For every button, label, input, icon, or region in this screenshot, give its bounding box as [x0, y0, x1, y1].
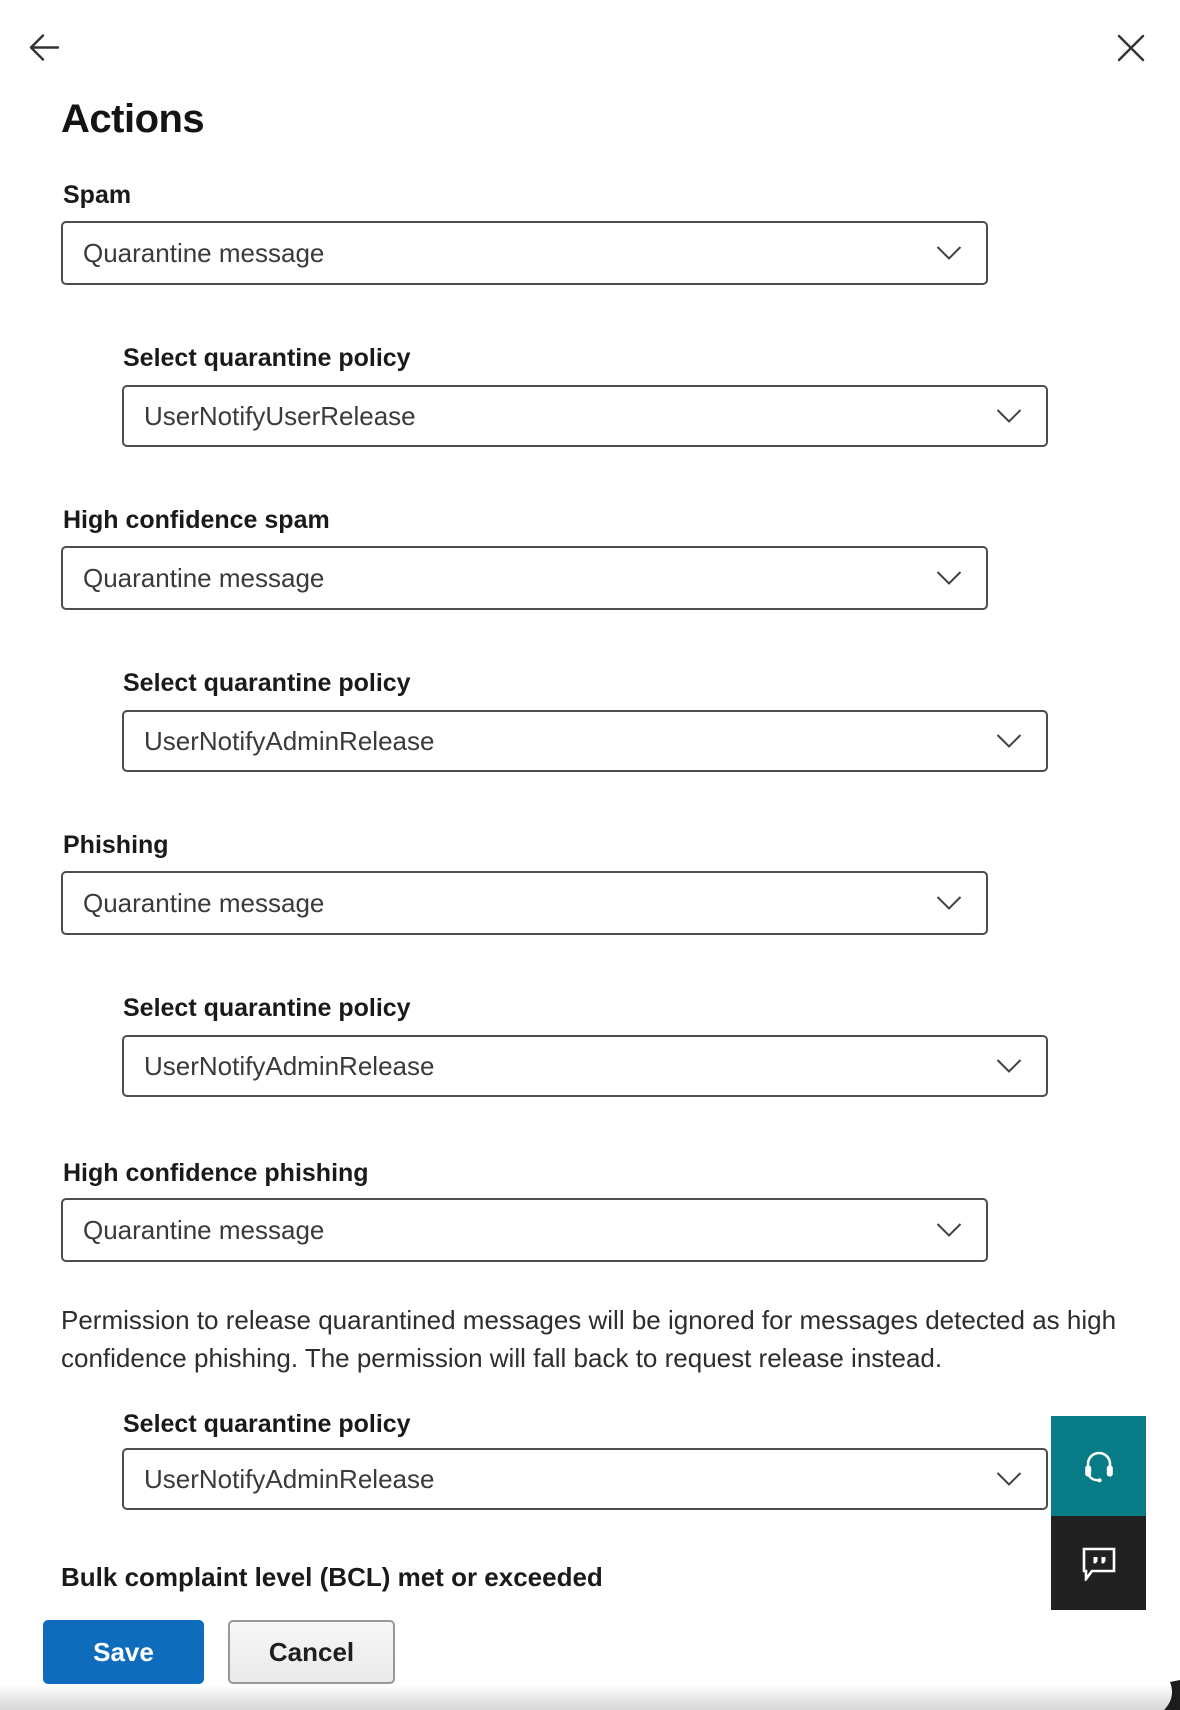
high-confidence-spam-policy-dropdown[interactable] [122, 710, 1048, 772]
close-icon [1114, 31, 1148, 65]
phishing-policy-label: Select quarantine policy [123, 994, 411, 1022]
chevron-down-icon [996, 734, 1022, 749]
chevron-down-icon [996, 1472, 1022, 1487]
spam-policy-label: Select quarantine policy [123, 344, 411, 372]
chevron-down-icon [996, 1059, 1022, 1074]
spam-policy-value: UserNotifyUserRelease [144, 400, 416, 431]
spam-action-value: Quarantine message [83, 237, 325, 268]
save-button[interactable]: Save [43, 1620, 204, 1684]
chat-feedback-icon [1079, 1545, 1119, 1581]
high-confidence-phishing-policy-value: UserNotifyAdminRelease [144, 1463, 435, 1494]
section-label-high-confidence-phishing: High confidence phishing [63, 1159, 369, 1187]
close-button[interactable] [1114, 31, 1148, 65]
cancel-button[interactable]: Cancel [228, 1620, 395, 1684]
section-label-spam: Spam [63, 181, 132, 209]
high-confidence-phishing-policy-dropdown[interactable] [122, 1448, 1048, 1510]
chevron-down-icon [996, 409, 1022, 424]
phishing-policy-dropdown[interactable] [122, 1035, 1048, 1097]
high-confidence-spam-policy-label: Select quarantine policy [123, 669, 411, 697]
chevron-down-icon [936, 896, 962, 911]
high-confidence-phishing-action-dropdown[interactable] [61, 1198, 988, 1262]
chevron-down-icon [936, 1223, 962, 1238]
high-confidence-phishing-action-value: Quarantine message [83, 1214, 325, 1245]
spam-action-dropdown[interactable] [61, 221, 988, 285]
bulk-complaint-label: Bulk complaint level (BCL) met or exceeded [61, 1562, 603, 1592]
back-button[interactable] [26, 30, 62, 66]
help-button[interactable] [1051, 1416, 1146, 1516]
footer-gradient [0, 1686, 1180, 1710]
phishing-action-dropdown[interactable] [61, 871, 988, 935]
phishing-policy-value: UserNotifyAdminRelease [144, 1050, 435, 1081]
high-confidence-spam-action-value: Quarantine message [83, 562, 325, 593]
high-confidence-phishing-note: Permission to release quarantined messages will be ignored for messages detected as high confidence phishing. The permission will fall back to request release instead. [61, 1305, 1117, 1373]
section-label-high-confidence-spam: High confidence spam [63, 506, 330, 534]
section-label-bulk-complaint-clipped [61, 1560, 961, 1596]
phishing-action-value: Quarantine message [83, 887, 325, 918]
spam-policy-dropdown[interactable] [122, 385, 1048, 447]
mouse-cursor [1160, 1680, 1180, 1710]
section-label-phishing: Phishing [63, 831, 169, 859]
high-confidence-phishing-policy-label: Select quarantine policy [123, 1410, 411, 1438]
page-title: Actions [61, 97, 205, 141]
back-arrow-icon [26, 30, 62, 66]
chevron-down-icon [936, 571, 962, 586]
high-confidence-spam-policy-value: UserNotifyAdminRelease [144, 725, 435, 756]
chevron-down-icon [936, 246, 962, 261]
feedback-button[interactable] [1051, 1516, 1146, 1610]
headset-icon [1077, 1444, 1121, 1488]
high-confidence-spam-action-dropdown[interactable] [61, 546, 988, 610]
